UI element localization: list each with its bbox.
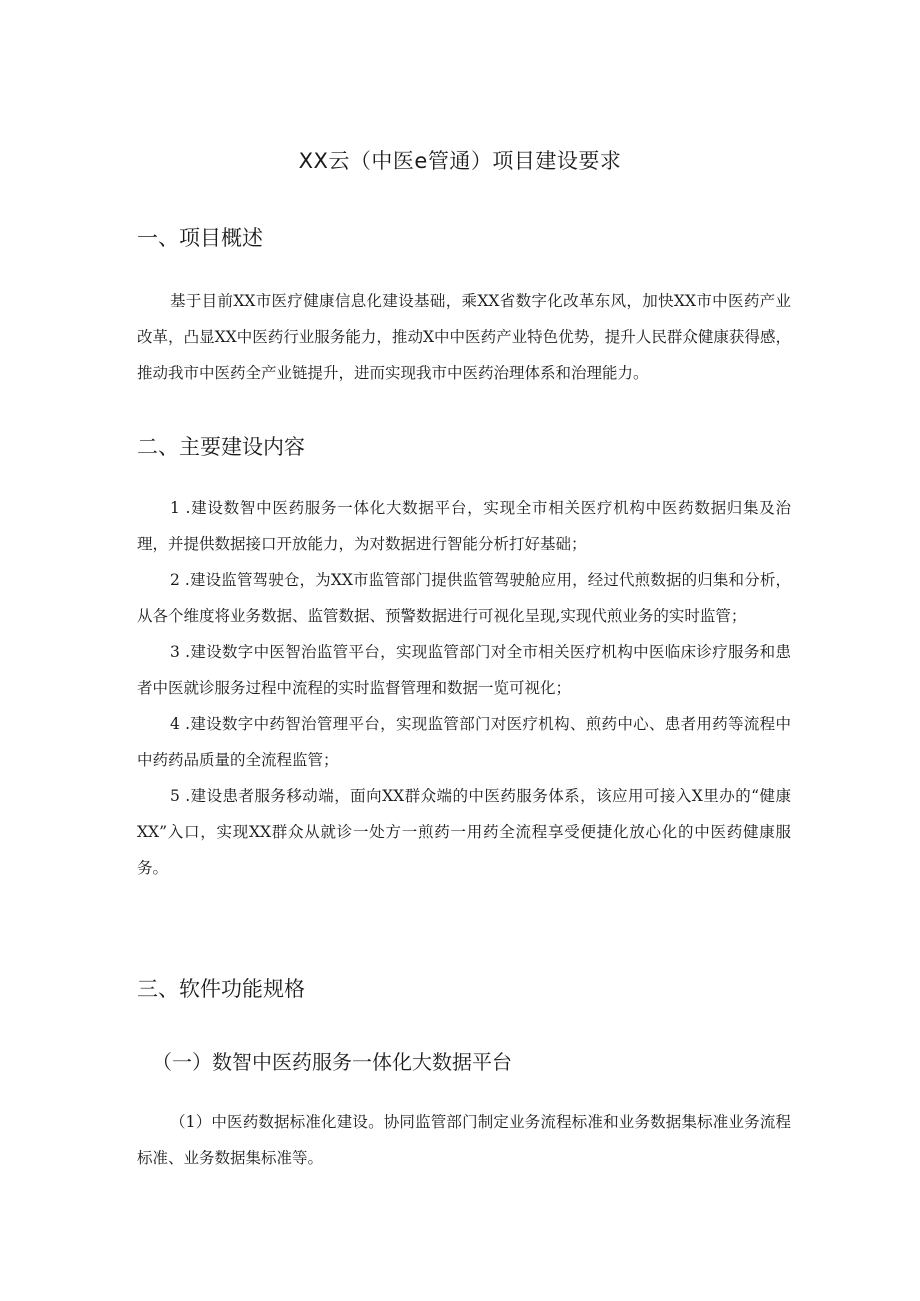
construction-item-3: 3 .建设数字中医智治监管平台，实现监管部门对全市相关医疗机构中医临床诊疗服务和患者中医就诊服务过程中流程的实时监督管理和数据一览可视化； <box>137 643 791 697</box>
section-heading-construction: 二、主要建设内容 <box>137 435 305 459</box>
subsection-heading-data-platform: （一）数智中医药服务一体化大数据平台 <box>152 1050 512 1074</box>
construction-item-5: 5 .建设患者服务移动端，面向XX群众端的中医药服务体系，该应用可接入X里办的“健康XX”入口，实现XX群众从就诊一处方一煎药一用药全流程享受便捷化放心化的中医药健康服务。 <box>137 787 791 877</box>
section-heading-software-spec: 三、软件功能规格 <box>137 977 305 1001</box>
construction-item-4: 4 .建设数字中药智治管理平台，实现监管部门对医疗机构、煎药中心、患者用药等流程中中药药品质量的全流程监管； <box>137 715 791 769</box>
construction-item-2: 2 .建设监管驾驶仓，为XX市监管部门提供监管驾驶舱应用，经过代煎数据的归集和分析，从各个维度将业务数据、监管数据、预警数据进行可视化呈现,实现代煎业务的实时监管； <box>137 571 791 625</box>
overview-paragraph: 基于目前XX市医疗健康信息化建设基础，乘XX省数字化改革东风，加快XX市中医药产业改革，凸显XX中医药行业服务能力，推动X中中医药产业特色优势，提升人民群众健康获得感，推动我市中医药全产业链提升，进而实现我市中医药治理体系和治理能力。 <box>137 292 791 382</box>
data-platform-paragraph: （1）中医药数据标准化建设。协同监管部门制定业务流程标准和业务数据集标准业务流程标准、业务数据集标准等。 <box>137 1113 791 1167</box>
document-title: XX云（中医e管通）项目建设要求 <box>298 149 622 173</box>
construction-items-list <box>137 490 791 886</box>
section-heading-overview: 一、项目概述 <box>137 226 263 250</box>
construction-item-1: 1 .建设数智中医药服务一体化大数据平台，实现全市相关医疗机构中医药数据归集及治理，并提供数据接口开放能力，为对数据进行智能分析打好基础； <box>137 499 791 553</box>
